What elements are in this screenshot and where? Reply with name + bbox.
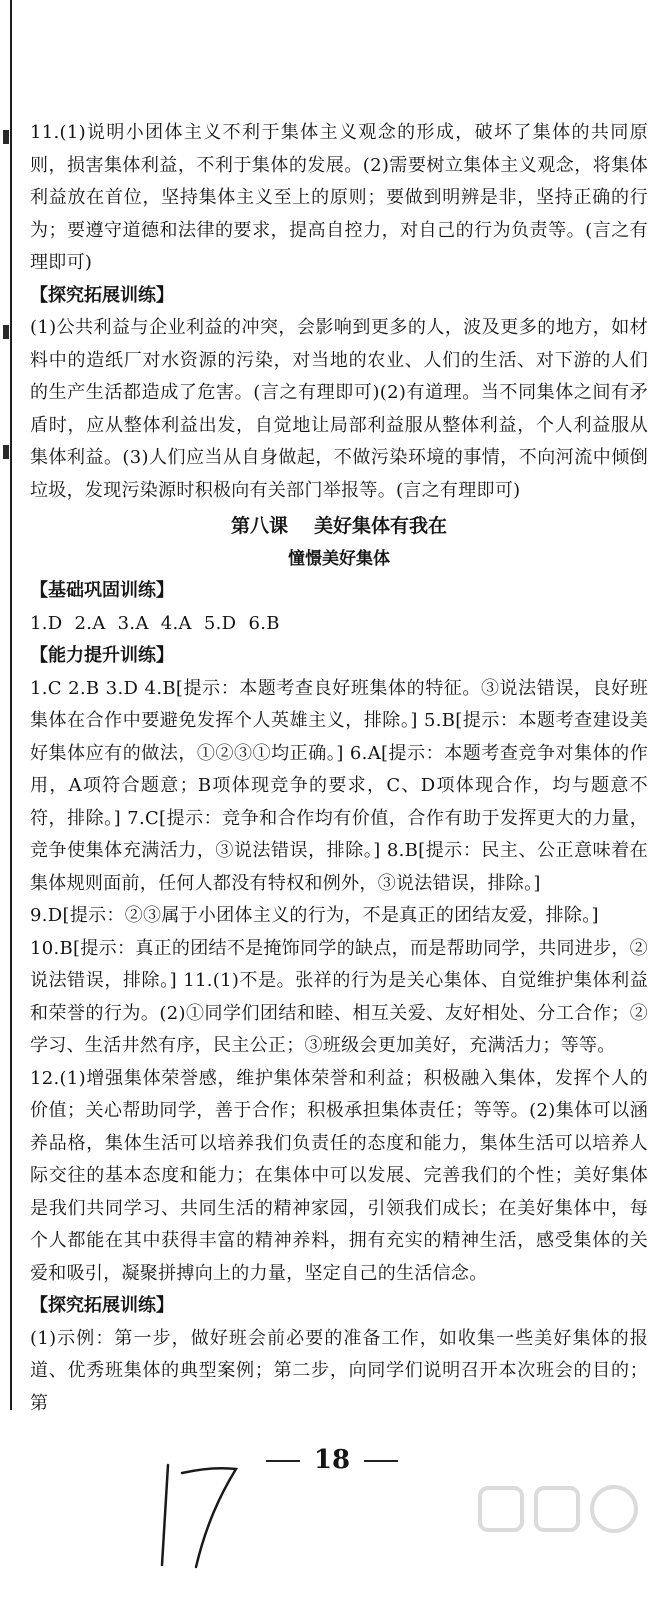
page-number-value: 18	[313, 1445, 351, 1475]
page-dash-left	[266, 1460, 300, 1462]
explore-answer-1: (1)公共利益与企业利益的冲突，会影响到更多的人，波及更多的地方，如材料中的造纸厂对水资源的污染，对当地的农业、人们的生活、对下游的人们的生产生活都造成了危害。(言之有理即可)(2)有道理。当不同集体之间有矛盾时，应从整体利益出发，自觉地让局部利益服从整体利益，个人利益服从集体利益。(3)人们应当从自身做起，不做污染环境的事情，不向河流中倾倒垃圾，发现污染源时积极向有关部门举报等。(言之有理即可)	[30, 317, 648, 501]
lesson-label: 第八课	[230, 515, 288, 537]
lesson-title	[30, 509, 648, 543]
handwritten-number	[150, 1455, 250, 1575]
binding-line	[10, 0, 12, 1410]
basic-answers: 1.D 2.A 3.A 4.A 5.D 6.B	[30, 612, 280, 634]
ability-answers-10-11: 10.B[提示：真正的团结不是掩饰同学的缺点，而是帮助同学，共同进步，②说法错误，排除。] 11.(1)不是。张祥的行为是关心集体、自觉维护集体利益和荣誉的行为。(2)①同学们团结和睦、相互关爱、友好相处、分工合作；②学习、生活井然有序，民主公正；③班级会更加美好，充满活力；等等。	[30, 937, 648, 1056]
ability-heading: 【能力提升训练】	[30, 645, 174, 666]
binding-mark	[3, 325, 9, 339]
lesson-name: 美好集体有我在	[314, 515, 448, 537]
binding-mark	[3, 445, 9, 459]
ability-answer-9: 9.D[提示：②③属于小团体主义的行为，不是真正的团结友爱，排除。]	[30, 905, 599, 926]
q11-answer: 11.(1)说明小团体主义不利于集体主义观念的形成，破坏了集体的共同原则，损害集体利益，不利于集体的发展。(2)需要树立集体主义观念，将集体利益放在首位，坚持集体主义至上的原则；要做到明辨是非，坚持正确的行为；要遵守道德和法律的要求，提高自控力，对自己的行为负责等。(言之有理即可)	[30, 122, 648, 273]
page-dash-right	[364, 1460, 398, 1462]
binding-mark	[3, 130, 9, 144]
basic-heading: 【基础巩固训练】	[30, 580, 174, 601]
ability-answer-12: 12.(1)增强集体荣誉感，维护集体荣誉和利益；积极融入集体，发挥个人的价值；关心帮助同学，善于合作；积极承担集体责任；等等。(2)集体可以涵养品格，集体生活可以培养我们负责任的态度和能力，集体生活可以培养人际交往的基本态度和能力；在集体中可以发展、完善我们的个性；美好集体是我们共同学习、共同生活的精神家园，引领我们成长；在美好集体中，每个人都能在其中获得丰富的精神养料，拥有充实的精神生活，感受集体的关爱和吸引，凝聚拼搏向上的力量，坚定自己的生活信念。	[30, 1067, 648, 1284]
explore-answer-2: (1)示例：第一步，做好班会前必要的准备工作，如收集一些美好集体的报道、优秀班集体的典型案例；第二步，向同学们说明召开本次班会的目的；第	[30, 1327, 648, 1414]
explore-heading-1: 【探究拓展训练】	[30, 284, 174, 306]
explore-heading-2: 【探究拓展训练】	[30, 1295, 174, 1316]
page-number	[0, 1445, 664, 1475]
lesson-subtitle: 憧憬美好集体	[288, 549, 390, 569]
ability-answers-1-8: 1.C 2.B 3.D 4.B[提示：本题考查良好班集体的特征。③说法错误，良好班集体在合作中要避免发挥个人英雄主义，排除。] 5.B[提示：本题考查建设美好集体应有的做法，①②③①均正确。] 6.A[提示：本题考查竞争对集体的作用，A项符合题意；B项体现竞争的要求，C、D项体现合作，均与题意不符，排除。] 7.C[提示：竞争和合作均有价值，合作有助于发挥更大的力量，竞争使集体充满活力，③说法错误，排除。] 8.B[提示：民主、公正意味着在集体规则面前，任何人都没有特权和例外，③说法错误，排除。]	[30, 677, 648, 894]
watermark-logo	[474, 1480, 644, 1580]
answer-content	[30, 117, 648, 1420]
